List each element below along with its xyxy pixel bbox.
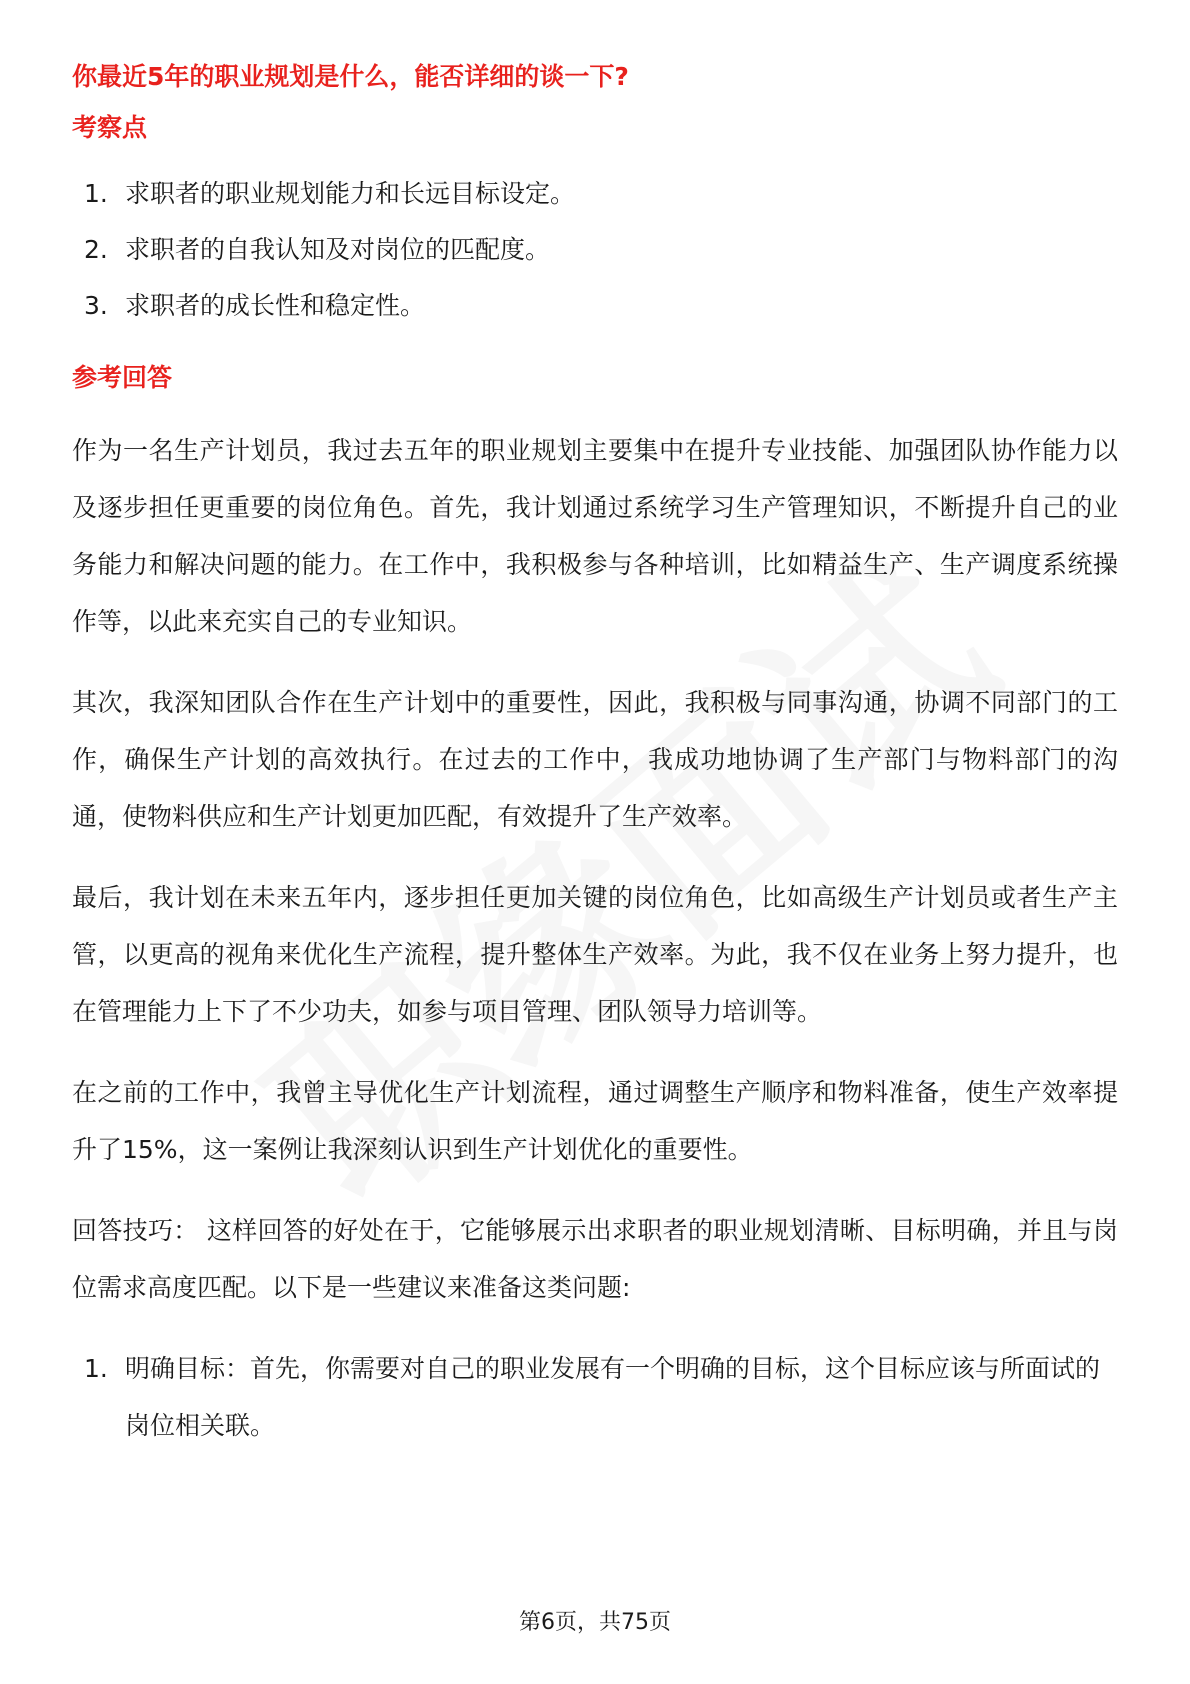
page-content xyxy=(72,58,1118,1454)
list-item-number: 3. xyxy=(84,291,108,320)
tips-list xyxy=(72,1340,1118,1454)
list-item-text: 明确目标：首先，你需要对自己的职业发展有一个明确的目标，这个目标应该与所面试的岗位相关联。 xyxy=(125,1354,1101,1440)
list-item-number: 1. xyxy=(84,1354,108,1383)
list-item xyxy=(72,1340,1118,1454)
list-item-text: 求职者的自我认知及对岗位的匹配度。 xyxy=(125,235,551,264)
list-item-text: 求职者的成长性和稳定性。 xyxy=(125,291,426,320)
answer-heading: 参考回答 xyxy=(72,363,173,392)
assessment-heading: 考察点 xyxy=(72,113,148,142)
answer-paragraph: 最后，我计划在未来五年内，逐步担任更加关键的岗位角色，比如高级生产计划员或者生产主管，以更高的视角来优化生产流程，提升整体生产效率。为此，我不仅在业务上努力提升，也在管理能力上下了不少功夫，如参与项目管理、团队领导力培训等。 xyxy=(72,883,1118,1026)
assessment-list xyxy=(72,166,1118,334)
page-number-footer: 第6页，共75页 xyxy=(519,1610,671,1635)
list-item xyxy=(72,166,1118,222)
list-item-number: 1. xyxy=(84,179,108,208)
list-item-number: 2. xyxy=(84,235,108,264)
list-item-text: 求职者的职业规划能力和长远目标设定。 xyxy=(125,179,576,208)
question-title: 你最近5年的职业规划是什么，能否详细的谈一下? xyxy=(72,62,629,91)
answer-tips-intro: 回答技巧： 这样回答的好处在于，它能够展示出求职者的职业规划清晰、目标明确，并且与岗位需求高度匹配。以下是一些建议来准备这类问题: xyxy=(72,1216,1118,1302)
answer-paragraph: 其次，我深知团队合作在生产计划中的重要性，因此，我积极与同事沟通，协调不同部门的工作，确保生产计划的高效执行。在过去的工作中，我成功地协调了生产部门与物料部门的沟通，使物料供应和生产计划更加匹配，有效提升了生产效率。 xyxy=(72,688,1118,831)
answer-paragraph: 在之前的工作中，我曾主导优化生产计划流程，通过调整生产顺序和物料准备，使生产效率提升了15%，这一案例让我深刻认识到生产计划优化的重要性。 xyxy=(72,1078,1118,1164)
list-item xyxy=(72,222,1118,278)
list-item xyxy=(72,278,1118,334)
answer-paragraph: 作为一名生产计划员，我过去五年的职业规划主要集中在提升专业技能、加强团队协作能力以及逐步担任更重要的岗位角色。首先，我计划通过系统学习生产管理知识，不断提升自己的业务能力和解决问题的能力。在工作中，我积极参与各种培训，比如精益生产、生产调度系统操作等，以此来充实自己的专业知识。 xyxy=(72,436,1118,636)
